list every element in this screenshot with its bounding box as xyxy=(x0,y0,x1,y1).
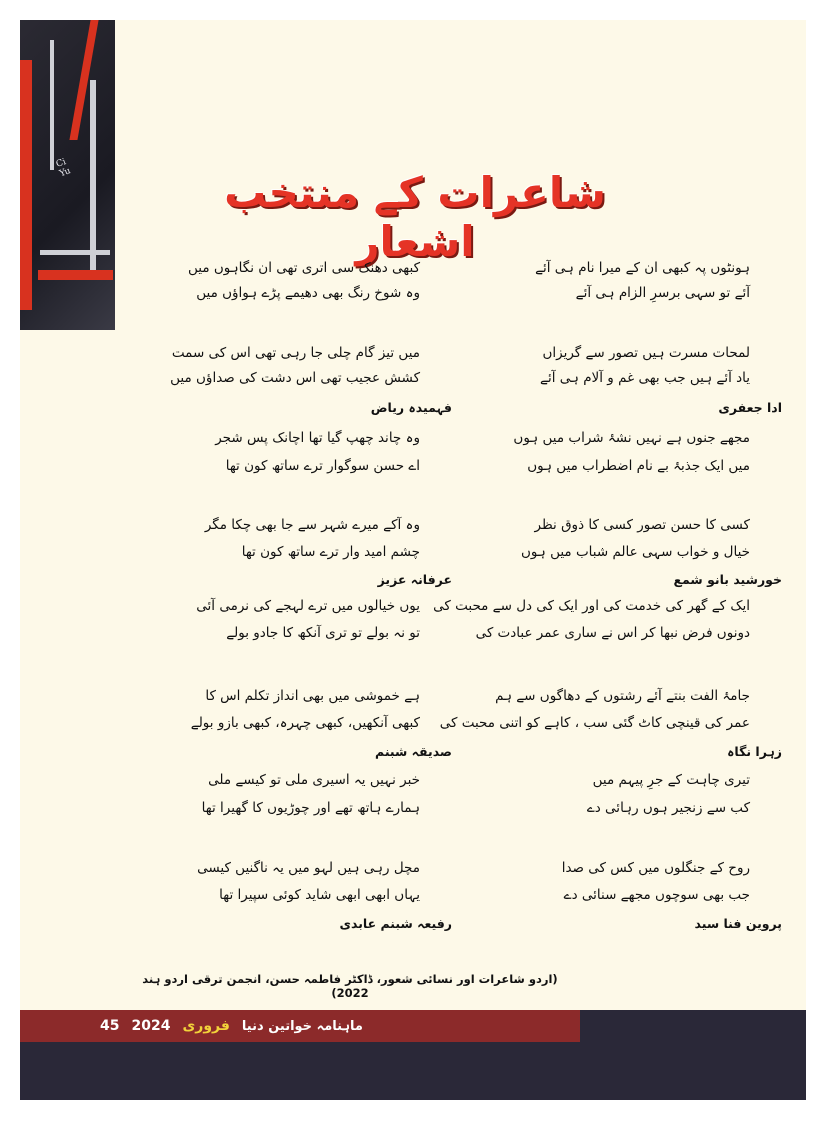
poet-name: صدیقہ شبنم xyxy=(375,744,452,759)
verse-line: وہ آکے میرے شہر سے جا بھی چکا مگر xyxy=(204,517,420,533)
verse-line: یہاں ابھی ابھی شاید کوئی سپیرا تھا xyxy=(219,887,420,903)
magazine-page xyxy=(20,20,806,1100)
verse-line: یوں خیالوں میں ترے لہجے کی نرمی آئی xyxy=(196,598,420,614)
verse-line: چشم امید وار ترے ساتھ کون تھا xyxy=(241,544,420,560)
verse-line: روح کے جنگلوں میں کس کی صدا xyxy=(561,860,750,876)
verse-line: کسی کا حسن تصور کسی کا ذوق نظر xyxy=(534,517,750,533)
verse-line: ہونٹوں پہ کبھی ان کے میرا نام ہی آئے xyxy=(535,260,750,276)
verse-line: کشش عجیب تھی اس دشت کی صداؤں میں xyxy=(170,370,420,386)
issue-month: فروری xyxy=(182,1018,230,1034)
poet-name: زہرا نگاہ xyxy=(727,744,782,759)
verse-line: میں تیز گام چلی جا رہی تھی اس کی سمت xyxy=(171,345,420,361)
decorative-corner-graphic xyxy=(20,20,115,330)
verse-line: یاد آئے ہیں جب بھی غم و آلام ہی آئے xyxy=(540,370,750,386)
verse-line: اے حسن سوگوار ترے ساتھ کون تھا xyxy=(225,458,420,474)
poet-name: رفیعہ شبنم عابدی xyxy=(339,916,452,931)
verse-line: مچل رہی ہیں لہو میں یہ ناگنیں کیسی xyxy=(197,860,420,876)
verse-line: تیری چاہت کے جرِ پیہم میں xyxy=(592,772,750,788)
footer-info xyxy=(20,1010,580,1042)
verse-line: وہ شوخ رنگ بھی دھیمے پڑے ہواؤں میں xyxy=(196,285,420,301)
verse-line: خیال و خواب سہی عالم شباب میں ہوں xyxy=(520,544,750,560)
verse-line: ہے خموشی میں بھی انداز تکلم اس کا xyxy=(205,688,420,704)
verse-line: لمحات مسرت ہیں تصور سے گریزاں xyxy=(542,345,750,361)
issue-year: 2024 xyxy=(131,1018,171,1034)
verse-line: مجھے جنوں ہے نہیں نشۂ شراب میں ہوں xyxy=(513,430,750,446)
verse-line: دونوں فرض نبھا کر اس نے ساری عمر عبادت کی xyxy=(475,625,750,641)
verse-line: خبر نہیں یہ اسیری ملی تو کیسے ملی xyxy=(208,772,420,788)
verse-line: کب سے زنجیر ہوں رہائی دے xyxy=(586,800,750,816)
verse-line: تو نہ بولے تو تری آنکھ کا جادو بولے xyxy=(226,625,420,641)
page-title: شاعرات کے منتخب اشعار xyxy=(224,168,606,266)
verse-line: کبھی دھنک سی اتری تھی ان نگاہوں میں xyxy=(188,260,420,276)
verse-line: میں ایک جذبۂ بے نام اضطراب میں ہوں xyxy=(527,458,750,474)
verse-line: جب بھی سوچوں مجھے سنائی دے xyxy=(563,887,750,903)
verse-line: کبھی آنکھیں، کبھی چہرہ، کبھی بازو بولے xyxy=(190,715,420,731)
verse-line: ہمارے ہاتھ تھے اور چوڑیوں کا گھیرا تھا xyxy=(201,800,420,816)
verse-line: ایک کے گھر کی خدمت کی اور ایک کی دل سے محبت کی xyxy=(433,598,750,614)
source-citation: (اردو شاعرات اور نسائی شعور، ڈاکٹر فاطمہ حسن، انجمن ترقی اردو ہند 2022) xyxy=(142,972,558,1000)
right-poetry-column xyxy=(433,260,782,960)
page-number: 45 xyxy=(100,1018,120,1034)
poet-name: عرفانہ عزیز xyxy=(377,572,452,587)
verse-line: عمر کی قینچی کاٹ گئی سب ، کاہے کو اتنی محبت کی xyxy=(439,715,750,731)
magazine-name: ماہنامہ خواتین دنیا xyxy=(241,1018,363,1034)
poet-name: خورشید بانو شمع xyxy=(673,572,782,587)
corner-logo: Ci Yu xyxy=(54,157,73,180)
poet-name: پروین فنا سید xyxy=(694,916,782,931)
left-poetry-column xyxy=(120,260,452,960)
verse-line: آئے تو سہی برسرِ الزام ہی آئے xyxy=(575,285,750,301)
verse-line: جامۂ الفت بنتے آئے رشتوں کے دھاگوں سے ہم xyxy=(495,688,750,704)
poet-name: فہمیدہ ریاض xyxy=(370,400,452,415)
poet-name: ادا جعفری xyxy=(718,400,782,415)
verse-line: وہ چاند چھپ گیا تھا اچانک پس شجر xyxy=(215,430,420,446)
